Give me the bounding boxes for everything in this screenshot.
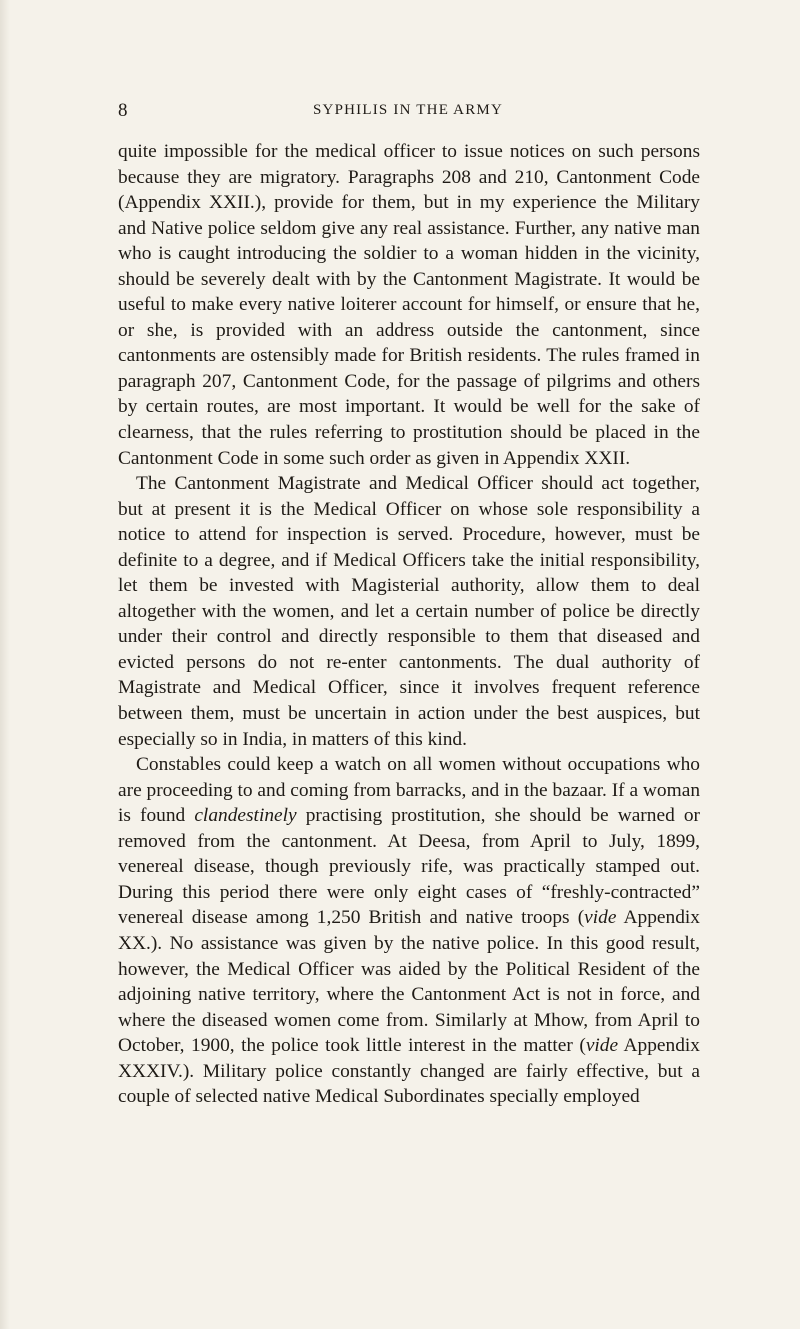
- paragraph: [118, 139, 700, 471]
- page-header: [118, 100, 698, 124]
- page-number: 8: [118, 100, 128, 121]
- page-gutter-shadow: [0, 0, 10, 1329]
- italic-text: vide: [584, 907, 617, 929]
- text-run: The Cantonment Magistrate and Medical Officer should act together, but at present it is the Medical Officer on whose sole responsibility a notice to attend for inspection is served. Procedure, however, must be definite to a degree, and if Medical Officers take the initial responsibility, let them be invested with Magisterial authority, allow them to deal altogether with the women, and let a certain number of police be directly under their control and directly responsible to them that diseased and evicted persons do not re-enter cantonments. The dual authority of Magistrate and Medical Officer, since it involves frequent reference between them, must be uncertain in action under the best auspices, but especially so in India, in matters of this kind.: [118, 473, 700, 750]
- paragraph: [118, 471, 700, 752]
- text-run: quite impossible for the medical officer to issue notices on such persons because they are migratory. Paragraphs 208 and 210, Cantonment Code (Appendix XXII.), provide for them, but in my experience the Military and Native police seldom give any real assistance. Further, any native man who is caught introducing the soldier to a woman hidden in the vicinity, should be severely dealt with by the Cantonment Magistrate. It would be useful to make every native loiterer account for himself, or ensure that he, or she, is provided with an address outside the cantonment, since cantonments are ostensibly made for British residents. The rules framed in paragraph 207, Cantonment Code, for the passage of pilgrims and others by certain routes, are most important. It would be well for the sake of clearness, that the rules referring to prostitution should be placed in the Cantonment Code in some such order as given in Appendix XXII.: [118, 141, 700, 469]
- body-text: [118, 139, 700, 1110]
- italic-text: vide: [585, 1035, 619, 1057]
- running-title: SYPHILIS IN THE ARMY: [313, 102, 503, 118]
- text-run: Appendix XXXIV.). Military police constantly changed are fairly effective, but a couple of selected native Medical Subordinates specially employed: [118, 1035, 700, 1108]
- text-run: Appendix XX.). No assistance was given by the native police. In this good result, however, the Medical Officer was aided by the Political Resident of the adjoining native territory, where the Cantonment Act is not in force, and where the diseased women come from. Similarly at Mhow, from April to October, 1900, the police took little interest in the matter (: [118, 907, 700, 1057]
- paragraph: [118, 752, 700, 1110]
- text-run: practising prostitution, she should be warned or removed from the cantonment. At Deesa, from April to July, 1899, venereal disease, though previously rife, was practically stamped out. During this period there were only eight cases of “freshly-contracted” venereal disease among 1,250 British and native troops (: [118, 805, 700, 929]
- italic-text: clandestinely: [194, 805, 297, 827]
- text-run: Constables could keep a watch on all women without occupations who are proceeding to and coming from barracks, and in the bazaar. If a woman is found: [118, 754, 701, 827]
